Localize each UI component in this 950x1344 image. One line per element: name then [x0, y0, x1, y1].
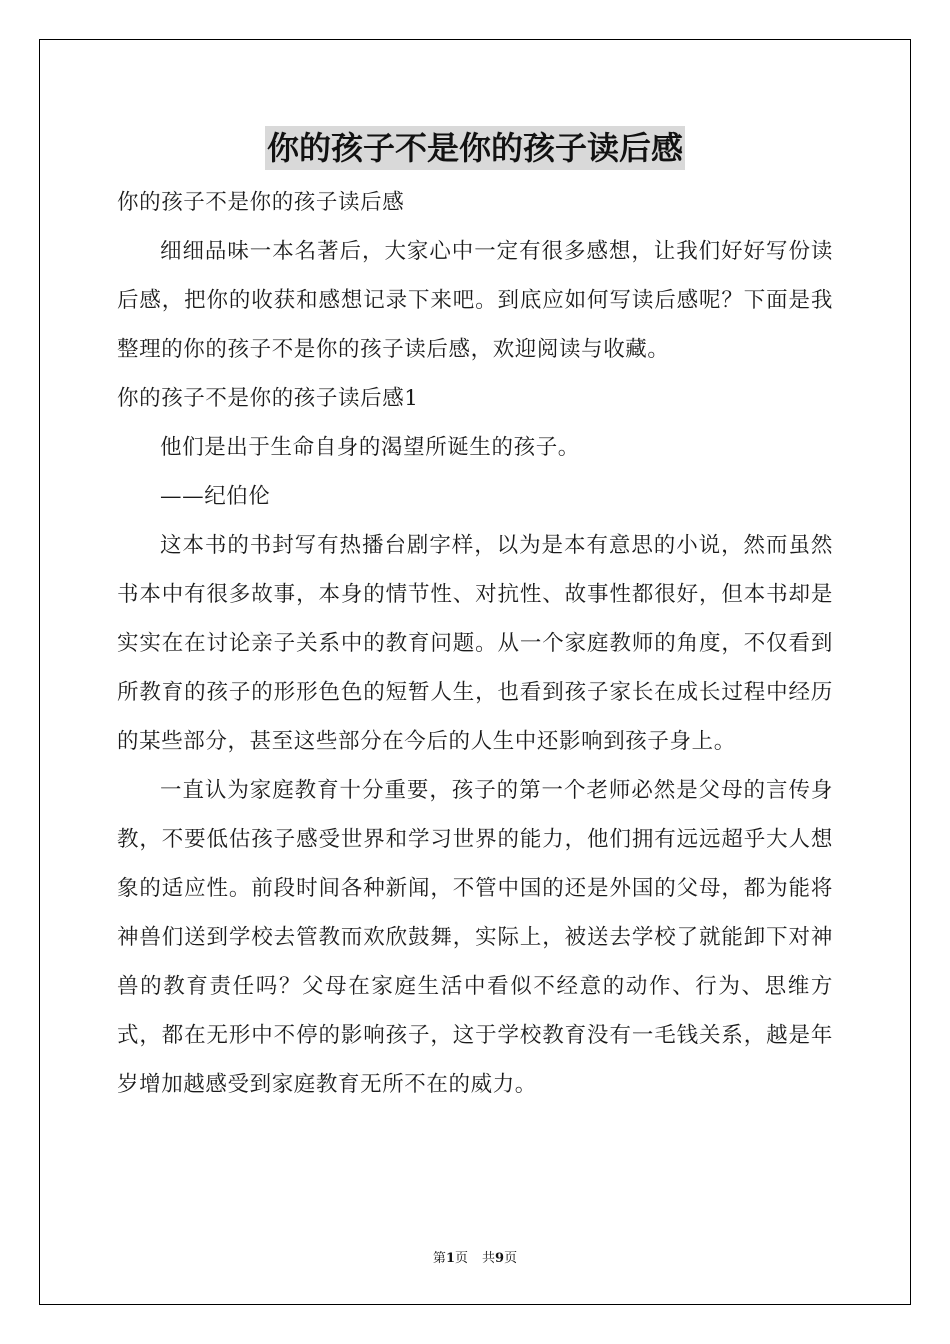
section-heading: 你的孩子不是你的孩子读后感1	[117, 386, 419, 411]
intro-paragraph: 细细品味一本名著后，大家心中一定有很多感想，让我们好好写份读后感，把你的收获和感想记录下来吧。到底应如何写读后感呢？下面是我整理的你的孩子不是你的孩子读后感，欢迎阅读与收藏。	[117, 239, 833, 362]
title-container	[0, 126, 950, 170]
total-prefix: 共	[482, 1251, 496, 1266]
quote-author: ——纪伯伦	[160, 484, 271, 509]
body-paragraph-1: 这本书的书封写有热播台剧字样，以为是本有意思的小说，然而虽然书本中有很多故事，本身的情节性、对抗性、故事性都很好，但本书却是实实在在讨论亲子关系中的教育问题。从一个家庭教师的角度，不仅看到所教育的孩子的形形色色的短暂人生，也看到孩子家长在成长过程中经历的某些部分，甚至这些部分在今后的人生中还影响到孩子身上。	[117, 533, 833, 754]
page-suffix: 页	[454, 1251, 468, 1266]
body-paragraph-2: 一直认为家庭教育十分重要，孩子的第一个老师必然是父母的言传身教，不要低估孩子感受世界和学习世界的能力，他们拥有远远超乎大人想象的适应性。前段时间各种新闻，不管中国的还是外国的父母，都为能将神兽们送到学校去管教而欢欣鼓舞，实际上，被送去学校了就能卸下对神兽的教育责任吗？父母在家庭生活中看似不经意的动作、行为、思维方式，都在无形中不停的影响孩子，这于学校教育没有一毛钱关系，越是年岁增加越感受到家庭教育无所不在的威力。	[117, 778, 833, 1097]
subtitle: 你的孩子不是你的孩子读后感	[117, 190, 405, 215]
document-title: 你的孩子不是你的孩子读后感	[265, 126, 685, 170]
quote: 他们是出于生命自身的渴望所诞生的孩子。	[160, 435, 580, 460]
page-footer	[0, 1247, 950, 1266]
total-suffix: 页	[504, 1251, 518, 1266]
document-body	[117, 178, 833, 1109]
page-number: 1	[445, 1251, 455, 1266]
page-prefix: 第	[432, 1251, 446, 1266]
total-pages: 9	[495, 1251, 505, 1266]
